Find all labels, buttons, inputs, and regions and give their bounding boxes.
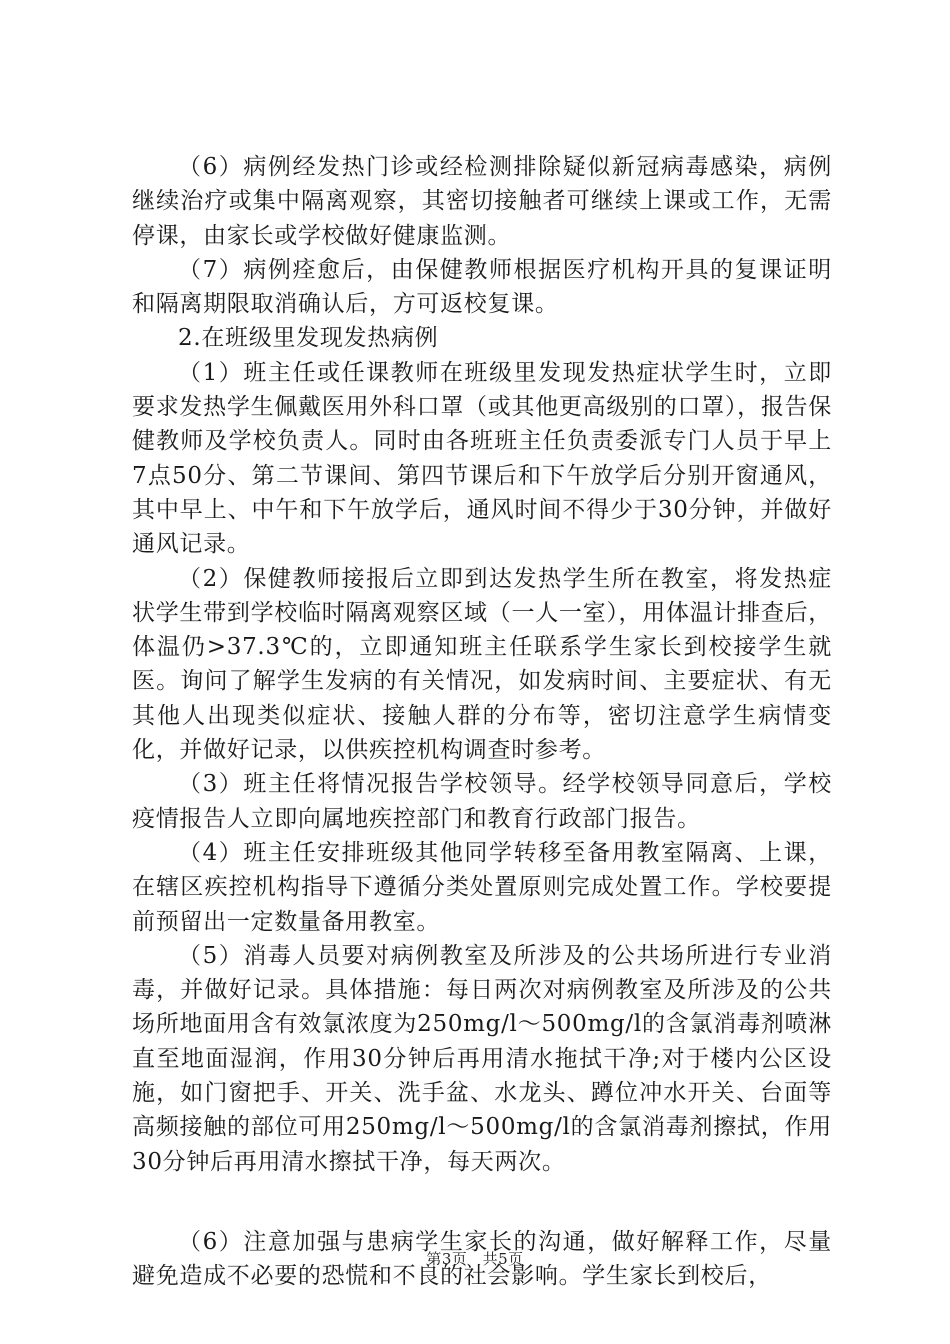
- paragraph-item-3-report: （3）班主任将情况报告学校领导。经学校领导同意后，学校疫情报告人立即向属地疾控部门和教育行政部门报告。: [132, 771, 832, 832]
- paragraph-item-5-disinfection: （5）消毒人员要对病例教室及所涉及的公共场所进行专业消毒，并做好记录。具体措施：每日两次对病例教室及所涉及的公共场所地面用含有效氯浓度为250mg/l～500mg/l的含氯消毒剂喷淋直至地面湿润，作用30分钟后再用清水拖拭干净;对于楼内公区设施，如门窗把手、开关、洗手盆、水龙头、蹲位冲水开关、台面等高频接触的部位可用250mg/l～500mg/l的含氯消毒剂擦拭，作用30分钟后再用清水擦拭干净，每天两次。: [132, 942, 832, 1175]
- section-heading-class-fever: 2.在班级里发现发热病例: [178, 325, 439, 352]
- page-total: 共5页: [482, 1250, 524, 1268]
- paragraph-item-6-communication: （6）注意加强与患病学生家长的沟通，做好解释工作，尽量避免造成不必要的恐慌和不良的社会影响。学生家长到校后，: [132, 1228, 832, 1290]
- paragraph-item-4-relocation: （4）班主任安排班级其他同学转移至备用教室隔离、上课，在辖区疾控机构指导下遵循分类处置原则完成处置工作。学校要提前预留出一定数量备用教室。: [132, 839, 832, 935]
- paragraph-item-2-health-teacher: （2）保健教师接报后立即到达发热学生所在教室，将发热症状学生带到学校临时隔离观察区域（一人一室），用体温计排查后，体温仍>37.3℃的，立即通知班主任联系学生家长到校接学生就医。询问了解学生发病的有关情况，如发病时间、主要症状、有无其他人出现类似症状、接触人群的分布等，密切注意学生病情变化，并做好记录，以供疾控机构调查时参考。: [132, 565, 832, 764]
- paragraph-item-6-triage: （6）病例经发热门诊或经检测排除疑似新冠病毒感染，病例继续治疗或集中隔离观察，其密切接触者可继续上课或工作，无需停课，由家长或学校做好健康监测。: [132, 154, 832, 249]
- paragraph-item-1-teacher: （1）班主任或任课教师在班级里发现发热症状学生时，立即要求发热学生佩戴医用外科口罩（或其他更高级别的口罩），报告保健教师及学校负责人。同时由各班班主任负责委派专门人员于早上7点50分、第二节课间、第四节课后和下午放学后分别开窗通风，其中早上、中午和下午放学后，通风时间不得少于30分钟，并做好通风记录。: [132, 359, 832, 558]
- paragraph-spacer: [132, 1179, 832, 1225]
- paragraph-item-7-recovery: （7）病例痊愈后，由保健教师根据医疗机构开具的复课证明和隔离期限取消确认后，方可返校复课。: [132, 256, 832, 318]
- page-footer: [0, 1248, 950, 1269]
- page-number: 第3页: [426, 1250, 468, 1268]
- document-body: [132, 150, 832, 1294]
